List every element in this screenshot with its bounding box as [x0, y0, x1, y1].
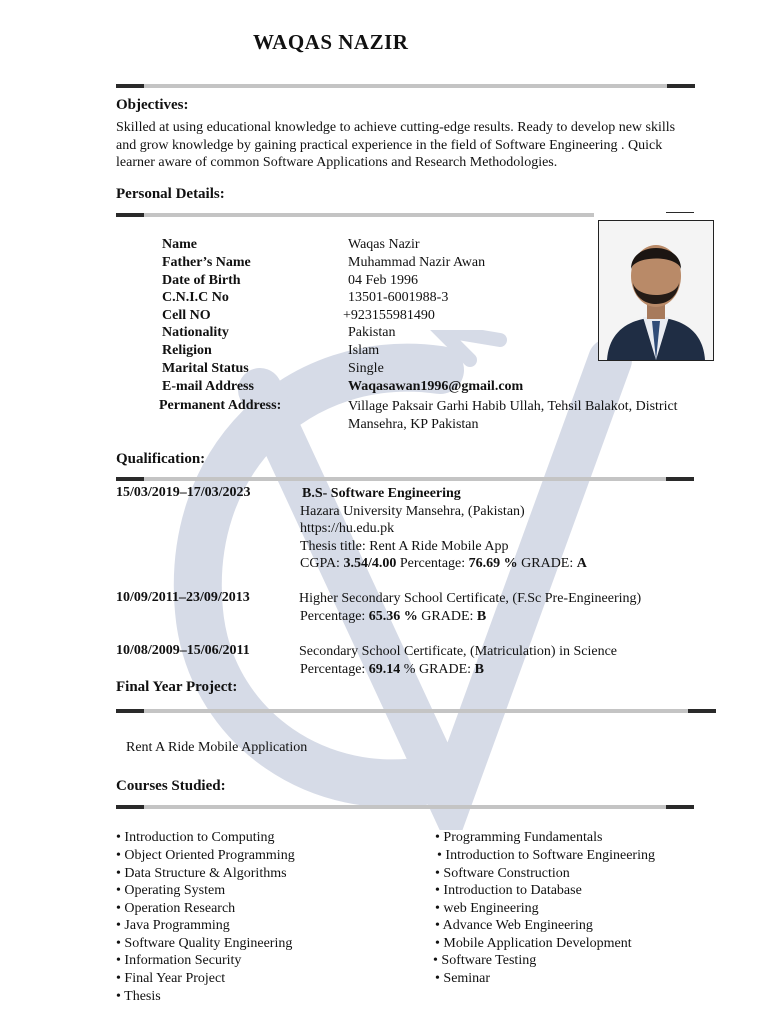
course-item: • Thesis: [116, 989, 161, 1004]
objectives-line: Skilled at using educational knowledge to achieve cutting-edge results. Ready to develop new skills: [116, 120, 676, 135]
percentage-label: Percentage:: [396, 556, 469, 571]
qualification-dates: 10/08/2009–15/06/2011: [116, 643, 250, 658]
percentage-value: 65.36 %: [368, 608, 418, 624]
qualification-title: Higher Secondary School Certificate, (F.Sc Pre-Engineering): [299, 591, 642, 606]
percentage-value: 76.69 %: [468, 556, 518, 571]
address-line: Mansehra, KP Pakistan: [348, 416, 479, 432]
qualification-entry: [299, 590, 719, 625]
percentage-value: 69.14: [368, 661, 401, 677]
course-item: • Information Security: [116, 953, 242, 968]
course-item: • Operation Research: [116, 901, 236, 916]
label-date-of-birth: Date of Birth: [162, 273, 241, 288]
personal-divider: [116, 213, 594, 217]
qualification-result: [300, 661, 719, 679]
value-fathers-name: Muhammad Nazir Awan: [348, 255, 486, 270]
courses-divider: [116, 805, 694, 809]
project-divider: [116, 709, 716, 713]
objectives-line: and grow knowledge by gaining practical experience in the field of Software Engineering . Quick: [116, 137, 663, 153]
qualification-result: [300, 555, 720, 573]
value-nationality: Pakistan: [348, 325, 396, 340]
course-item: • Programming Fundamentals: [435, 830, 603, 845]
course-item: • Final Year Project: [116, 971, 226, 986]
course-item: • Java Programming: [116, 918, 230, 933]
qualification-result: [300, 608, 719, 626]
grade-label: % GRADE:: [400, 661, 475, 677]
personal-details-heading: Personal Details:: [116, 186, 225, 202]
label-fathers-name: Father’s Name: [162, 255, 251, 270]
objectives-line: learner aware of common Software Applications and Research Methodologies.: [116, 155, 558, 170]
course-item: • Introduction to Software Engineering: [437, 848, 655, 863]
course-item: • web Engineering: [435, 901, 539, 916]
course-item: • Introduction to Computing: [116, 830, 275, 845]
qualification-institution: Hazara University Mansehra, (Pakistan): [300, 503, 525, 519]
course-item: • Software Testing: [433, 953, 537, 968]
label-marital-status: Marital Status: [162, 361, 249, 376]
qualification-entry: [300, 485, 720, 573]
label-nationality: Nationality: [162, 325, 229, 340]
cgpa-value: 3.54/4.00: [343, 556, 397, 571]
label-cnic: C.N.I.C No: [162, 290, 229, 305]
qualification-title: B.S- Software Engineering: [302, 486, 461, 501]
course-item: • Object Oriented Programming: [116, 848, 295, 863]
grade-value: B: [476, 608, 487, 624]
course-item: • Data Structure & Algorithms: [116, 866, 287, 881]
value-name: Waqas Nazir: [348, 237, 420, 252]
qualification-title: Secondary School Certificate, (Matriculation) in Science: [299, 644, 618, 659]
avatar-icon: [599, 221, 713, 360]
course-item: • Mobile Application Development: [435, 936, 632, 951]
qualification-dates: 10/09/2011–23/09/2013: [116, 590, 250, 605]
course-item: • Software Construction: [435, 866, 570, 881]
label-name: Name: [162, 237, 197, 252]
value-cnic: 13501-6001988-3: [348, 290, 449, 305]
objectives-text: [116, 119, 706, 172]
value-cell: +923155981490: [343, 308, 435, 323]
grade-value: B: [474, 661, 484, 677]
qualification-dates: 15/03/2019–17/03/2023: [116, 485, 251, 500]
label-permanent-address: Permanent Address:: [159, 398, 282, 413]
courses-heading: Courses Studied:: [116, 778, 226, 794]
value-permanent-address: [348, 398, 708, 433]
value-religion: Islam: [348, 343, 380, 358]
course-item: • Operating System: [116, 883, 226, 898]
label-cell: Cell NO: [162, 308, 211, 323]
candidate-name: WAQAS NAZIR: [253, 30, 409, 54]
course-item: • Advance Web Engineering: [435, 918, 593, 933]
qualification-heading: Qualification:: [116, 451, 206, 467]
course-item: • Introduction to Database: [435, 883, 582, 898]
course-item: • Seminar: [435, 971, 491, 986]
cgpa-label: CGPA:: [300, 556, 344, 571]
course-item: • Software Quality Engineering: [116, 936, 293, 951]
grade-label: GRADE:: [417, 608, 477, 624]
qualification-entry: [299, 643, 719, 678]
percentage-label: Percentage:: [300, 661, 369, 677]
objectives-heading: Objectives:: [116, 97, 189, 113]
value-date-of-birth: 04 Feb 1996: [348, 273, 418, 288]
address-line: Village Paksair Garhi Habib Ullah, Tehsil Balakot, District: [348, 399, 678, 414]
label-email: E-mail Address: [162, 379, 254, 394]
personal-divider-cap: [666, 212, 694, 213]
qualification-website: https://hu.edu.pk: [300, 521, 395, 536]
final-year-project-heading: Final Year Project:: [116, 679, 238, 695]
value-marital-status: Single: [348, 361, 384, 376]
project-title: Rent A Ride Mobile Application: [126, 740, 308, 755]
value-email: Waqasawan1996@gmail.com: [348, 379, 524, 394]
qualification-thesis: Thesis title: Rent A Ride Mobile App: [300, 538, 509, 554]
header-divider: [116, 84, 695, 88]
grade-label: GRADE:: [517, 556, 577, 571]
qualification-divider: [116, 477, 694, 481]
profile-photo: [598, 220, 714, 361]
grade-value: A: [576, 556, 587, 571]
label-religion: Religion: [162, 343, 212, 358]
percentage-label: Percentage:: [300, 608, 369, 624]
